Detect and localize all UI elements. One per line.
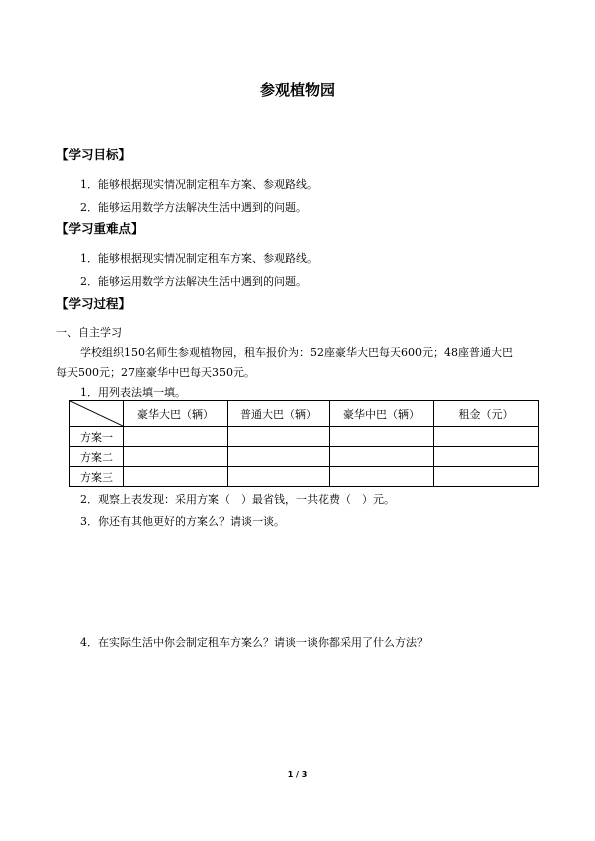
question-3: 3．你还有其他更好的方案么？请谈一谈。 [80,515,285,528]
row-label: 方案三 [70,467,124,487]
table-cell [330,427,434,447]
question-2: 2．观察上表发现：采用方案（ ）最省钱，一共花费（ ）元。 [80,493,395,506]
header-rent: 租金（元） [434,401,539,427]
table-row [70,447,539,467]
objective-item-1: 1．能够根据现实情况制定租车方案、参观路线。 [80,178,318,191]
row-label: 方案一 [70,427,124,447]
question-4: 4．在实际生活中你会制定租车方案么？请谈一谈你都采用了什么方法？ [80,636,428,649]
table-header-row [70,401,539,427]
intro-line-1: 学校组织150名师生参观植物园，租车报价为：52座豪华大巴每天600元；48座普通大巴 [80,346,513,359]
page-number: 1 / 3 [287,770,308,779]
diagonal-line [70,401,123,426]
row-label: 方案二 [70,447,124,467]
header-luxury-bus: 豪华大巴（辆） [124,401,228,427]
table-row [70,467,539,487]
objective-item-2: 2．能够运用数学方法解决生活中遇到的问题。 [80,201,307,214]
objectives-heading: 【学习目标】 [56,147,132,162]
part1-title: 一、自主学习 [56,326,122,339]
table-cell [124,427,228,447]
table-cell [228,427,330,447]
key-point-item-2: 2．能够运用数学方法解决生活中遇到的问题。 [80,275,307,288]
diagonal-header-cell [70,401,124,427]
table-cell [228,447,330,467]
question-1: 1．用列表法填一填。 [80,386,186,399]
table-cell [434,467,539,487]
page-title: 参观植物园 [259,81,335,99]
table-row [70,427,539,447]
table-cell [124,447,228,467]
header-luxury-minibus: 豪华中巴（辆） [330,401,434,427]
intro-line-2: 每天500元；27座豪华中巴每天350元。 [56,366,255,379]
table-cell [124,467,228,487]
key-point-item-1: 1．能够根据现实情况制定租车方案、参观路线。 [80,252,318,265]
table-cell [434,427,539,447]
key-points-heading: 【学习重难点】 [56,221,144,236]
plan-table [69,400,539,487]
table-cell [228,467,330,487]
table-cell [434,447,539,467]
table-cell [330,447,434,467]
table-cell [330,467,434,487]
process-heading: 【学习过程】 [56,296,132,311]
header-standard-bus: 普通大巴（辆） [228,401,330,427]
